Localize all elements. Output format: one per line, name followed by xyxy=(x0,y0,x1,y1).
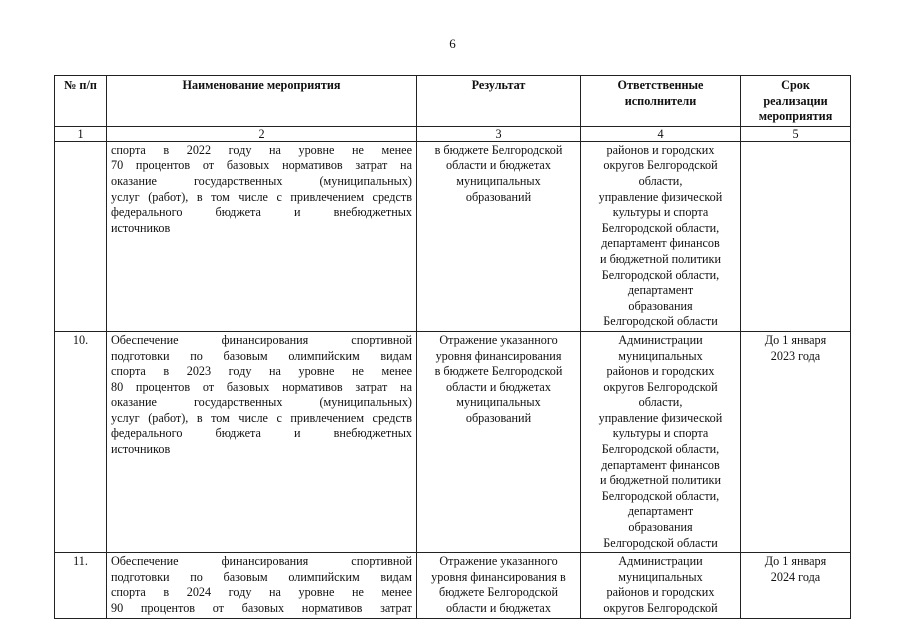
responsible-line: департамент финансов xyxy=(601,457,720,472)
responsible-line: Белгородской области, xyxy=(601,220,720,235)
result-line: образований xyxy=(465,410,532,425)
activity-name-line: подготовки по базовым олимпийским видам xyxy=(111,348,412,363)
column-number-row xyxy=(55,126,851,141)
responsible xyxy=(581,331,741,552)
header-term-line: Срок xyxy=(781,78,810,92)
result-line: уровня финансирования в xyxy=(431,569,566,584)
term xyxy=(741,141,851,331)
activity-name xyxy=(107,331,417,552)
responsible-line: Белгородской области xyxy=(603,314,718,329)
responsible-line: районов и городских xyxy=(606,585,715,600)
result xyxy=(417,553,581,618)
header-row xyxy=(55,76,851,127)
responsible-line: Белгородской области xyxy=(603,535,718,550)
activity-name xyxy=(107,141,417,331)
result xyxy=(417,331,581,552)
responsible-line: образования xyxy=(628,298,693,313)
result xyxy=(417,141,581,331)
header-result: Результат xyxy=(417,76,581,127)
result-line: Отражение указанного xyxy=(439,332,558,347)
responsible-line: и бюджетной политики xyxy=(600,473,721,488)
activity-name-line: федерального бюджета и внебюджетных xyxy=(111,205,412,220)
header-name: Наименование мероприятия xyxy=(107,76,417,127)
activity-name-line: источников xyxy=(111,442,171,457)
result-line: в бюджете Белгородской xyxy=(434,364,563,379)
column-number: 3 xyxy=(417,126,581,141)
responsible-line: и бюджетной политики xyxy=(600,251,721,266)
header-responsible-line: исполнители xyxy=(624,93,697,108)
responsible-line: Белгородской области, xyxy=(601,488,720,503)
result-line: области и бюджетах xyxy=(446,158,551,173)
header-term-line: мероприятия xyxy=(758,109,833,124)
responsible-line: культуры и спорта xyxy=(612,205,709,220)
result-line: Отражение указанного xyxy=(439,554,558,569)
header-term-line: реализации xyxy=(763,93,828,108)
responsible-line: Администрации xyxy=(618,554,703,569)
responsible xyxy=(581,553,741,618)
responsible-line: муниципальных xyxy=(618,348,703,363)
activities-table xyxy=(54,75,851,619)
activity-name-line: федерального бюджета и внебюджетных xyxy=(111,426,412,441)
result-line: муниципальных xyxy=(456,173,541,188)
responsible-line: области, xyxy=(638,173,683,188)
result-line: области и бюджетах xyxy=(446,379,551,394)
result-line: области и бюджетах xyxy=(446,601,551,615)
responsible-line: округов Белгородской xyxy=(603,158,718,173)
result-line: бюджете Белгородской xyxy=(439,585,558,600)
activity-name-line: Обеспечение финансирования спортивной xyxy=(111,554,412,569)
header-responsible-line: Ответственные xyxy=(617,78,704,92)
responsible-line: Администрации xyxy=(618,332,703,347)
responsible-line: образования xyxy=(628,520,693,535)
responsible-line: департамент xyxy=(627,504,694,519)
header-term xyxy=(741,76,851,127)
responsible-line: области, xyxy=(638,395,683,410)
term-line: 2023 года xyxy=(770,348,821,363)
activity-name-line: спорта в 2023 году на уровне не менее xyxy=(111,364,412,379)
responsible-line: культуры и спорта xyxy=(612,426,709,441)
table-row xyxy=(55,331,851,552)
table-header xyxy=(55,76,851,142)
term-line: До 1 января xyxy=(764,554,827,569)
activity-name xyxy=(107,553,417,618)
responsible-line: департамент xyxy=(627,283,694,298)
term-line: 2024 года xyxy=(770,569,821,584)
responsible-line: округов Белгородской xyxy=(603,601,718,615)
page-number: 6 xyxy=(449,36,456,51)
header-responsible xyxy=(581,76,741,127)
table-row xyxy=(55,141,851,331)
activity-name-line: услуг (работ), в том числе с привлечением средств xyxy=(111,410,412,425)
activity-name-line: спорта в 2024 году на уровне не менее xyxy=(111,585,412,600)
column-number: 5 xyxy=(741,126,851,141)
responsible xyxy=(581,141,741,331)
activity-name-line: 90 процентов от базовых нормативов затрат xyxy=(111,601,412,615)
activity-name-line: услуг (работ), в том числе с привлечением средств xyxy=(111,189,412,204)
activity-name-line: 80 процентов от базовых нормативов затрат на xyxy=(111,379,412,394)
table-row xyxy=(55,553,851,618)
term xyxy=(741,331,851,552)
result-line: муниципальных xyxy=(456,395,541,410)
responsible-line: Белгородской области, xyxy=(601,267,720,282)
responsible-line: муниципальных xyxy=(618,569,703,584)
term-line: До 1 января xyxy=(764,332,827,347)
table-body xyxy=(55,141,851,618)
column-number: 1 xyxy=(55,126,107,141)
row-number xyxy=(55,141,107,331)
responsible-line: Белгородской области, xyxy=(601,442,720,457)
activity-name-line: 70 процентов от базовых нормативов затрат на xyxy=(111,158,412,173)
term xyxy=(741,553,851,618)
responsible-line: районов и городских xyxy=(606,142,715,157)
column-number: 4 xyxy=(581,126,741,141)
row-number: 11. xyxy=(55,553,107,618)
activity-name-line: оказание государственных (муниципальных) xyxy=(111,395,412,410)
column-number: 2 xyxy=(107,126,417,141)
result-line: в бюджете Белгородской xyxy=(434,142,563,157)
result-line: уровня финансирования xyxy=(435,348,562,363)
responsible-line: округов Белгородской xyxy=(603,379,718,394)
responsible-line: районов и городских xyxy=(606,364,715,379)
responsible-line: департамент финансов xyxy=(601,236,720,251)
activity-name-line: оказание государственных (муниципальных) xyxy=(111,173,412,188)
activity-name-line: спорта в 2022 году на уровне не менее xyxy=(111,142,412,157)
activity-name-line: источников xyxy=(111,220,171,235)
responsible-line: управление физической xyxy=(598,189,723,204)
header-num: № п/п xyxy=(55,76,107,127)
row-number: 10. xyxy=(55,331,107,552)
activity-name-line: Обеспечение финансирования спортивной xyxy=(111,332,412,347)
responsible-line: управление физической xyxy=(598,410,723,425)
result-line: образований xyxy=(465,189,532,204)
activity-name-line: подготовки по базовым олимпийским видам xyxy=(111,569,412,584)
